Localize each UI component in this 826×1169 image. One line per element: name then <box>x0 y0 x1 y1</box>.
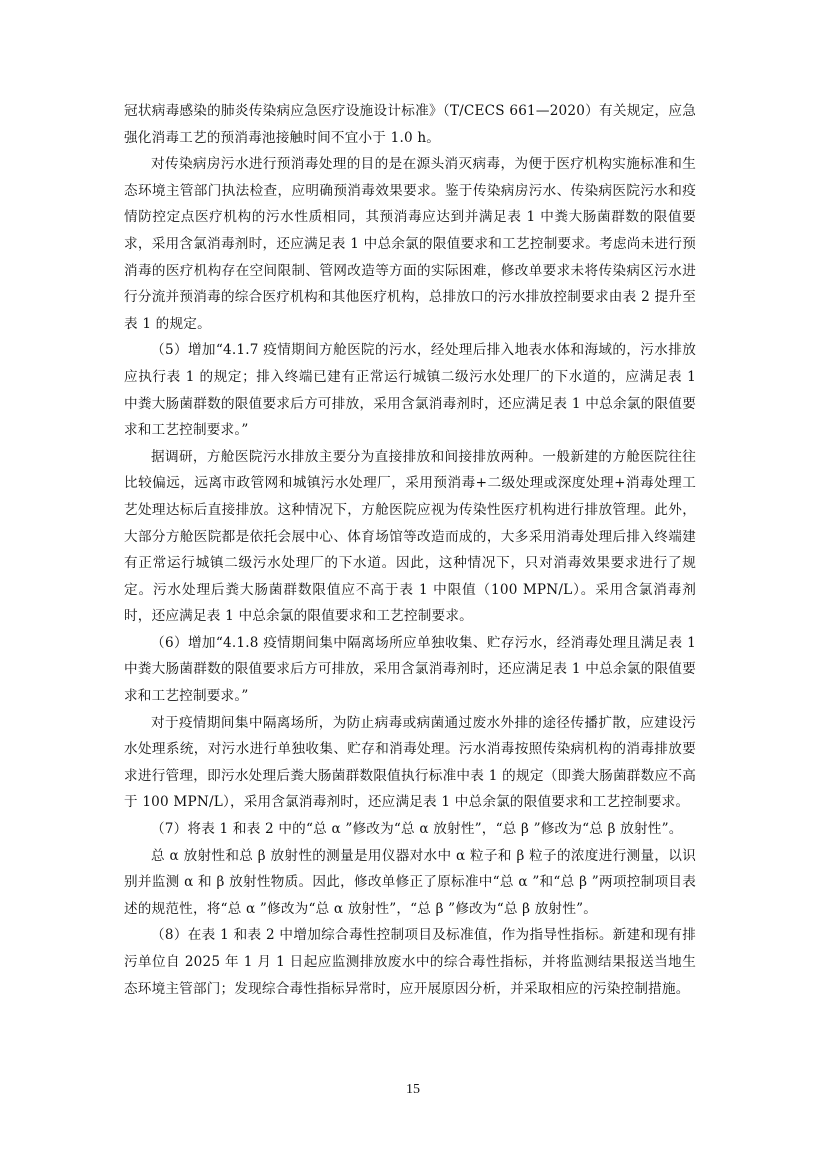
page-number: 15 <box>406 1082 420 1097</box>
paragraph-item-7: （7）将表 1 和表 2 中的“总 α ”修改为“总 α 放射性”，“总 β ”修改为“总 β 放射性”。 <box>151 821 683 838</box>
paragraph-predisinfection-purpose: 对传染病房污水进行预消毒处理的目的是在源头消灭病毒，为便于医疗机构实施标准和生态环境主管部门执法检查，应明确预消毒效果要求。鉴于传染病房污水、传染病医院污水和疫情防控定点医疗机构的污水性质相同，其预消毒应达到并满足表 1 中粪大肠菌群数的限值要求，采用含氯消毒剂时，还应满足表 1 中总余氯的限值要求和工艺控制要求。考虑尚未进行预消毒的医疗机构存在空间限制、管网改造等方面的实际困难，修改单要求未将传染病区污水进行分流并预消毒的综合医疗机构和其他医疗机构，总排放口的污水排放控制要求由表 2 提升至表 1 的规定。 <box>124 156 696 332</box>
paragraph-radioactivity: 总 α 放射性和总 β 放射性的测量是用仪器对水中 α 粒子和 β 粒子的浓度进行测量，以识别并监测 α 和 β 放射性物质。因此，修改单修正了原标准中“总 α ”和“总 β ”两项控制项目表述的规范性，将“总 α ”修改为“总 α 放射性”，“总 β ”修改为“总 β 放射性”。 <box>124 847 696 917</box>
paragraph-continuation: 冠状病毒感染的肺炎传染病应急医疗设施设计标准》（T/CECS 661—2020）有关规定，应急强化消毒工艺的预消毒池接触时间不宜小于 1.0 h。 <box>124 103 696 146</box>
paragraph-item-5: （5）增加“4.1.7 疫情期间方舱医院的污水，经处理后排入地表水体和海域的，污水排放应执行表 1 的规定；排入终端已建有正常运行城镇二级污水处理厂的下水道的，应满足表 1 中粪大肠菌群数的限值要求后方可排放，采用含氯消毒剂时，还应满足表 1 中总余氯的限值要求和工艺控制要求。” <box>124 342 696 439</box>
paragraph-fangcang-survey: 据调研，方舱医院污水排放主要分为直接排放和间接排放两种。一般新建的方舱医院往往比较偏远，远离市政管网和城镇污水处理厂，采用预消毒+二级处理或深度处理+消毒处理工艺处理达标后直接排放。这种情况下，方舱医院应视为传染性医疗机构进行排放管理。此外，大部分方舱医院都是依托会展中心、体育场馆等改造而成的，大多采用消毒处理后排入终端建有正常运行城镇二级污水处理厂的下水道。因此，这种情况下，只对消毒效果要求进行了规定。污水处理后粪大肠菌群数限值应不高于表 1 中限值（100 MPN/L）。采用含氯消毒剂时，还应满足表 1 中总余氯的限值要求和工艺控制要求。 <box>124 448 696 625</box>
paragraph-item-8: （8）在表 1 和表 2 中增加综合毒性控制项目及标准值，作为指导性指标。新建和现有排污单位自 2025 年 1 月 1 日起应监测排放废水中的综合毒性指标，并将监测结果报送当地生态环境主管部门；发现综合毒性指标异常时，应开展原因分析，并采取相应的污染控制措施。 <box>124 927 696 997</box>
paragraph-isolation-sites: 对于疫情期间集中隔离场所，为防止病毒或病菌通过废水外排的途径传播扩散，应建设污水处理系统，对污水进行单独收集、贮存和消毒处理。污水消毒按照传染病机构的消毒排放要求进行管理，即污水处理后粪大肠菌群数限值执行标准中表 1 的规定（即粪大肠菌群数应不高于 100 MPN/L），采用含氯消毒剂时，还应满足表 1 中总余氯的限值要求和工艺控制要求。 <box>124 714 696 811</box>
body-text <box>124 98 696 1002</box>
paragraph-item-6: （6）增加“4.1.8 疫情期间集中隔离场所应单独收集、贮存污水，经消毒处理且满足表 1 中粪大肠菌群数的限值要求后方可排放，采用含氯消毒剂时，还应满足表 1 中总余氯的限值要求和工艺控制要求。” <box>124 634 696 705</box>
